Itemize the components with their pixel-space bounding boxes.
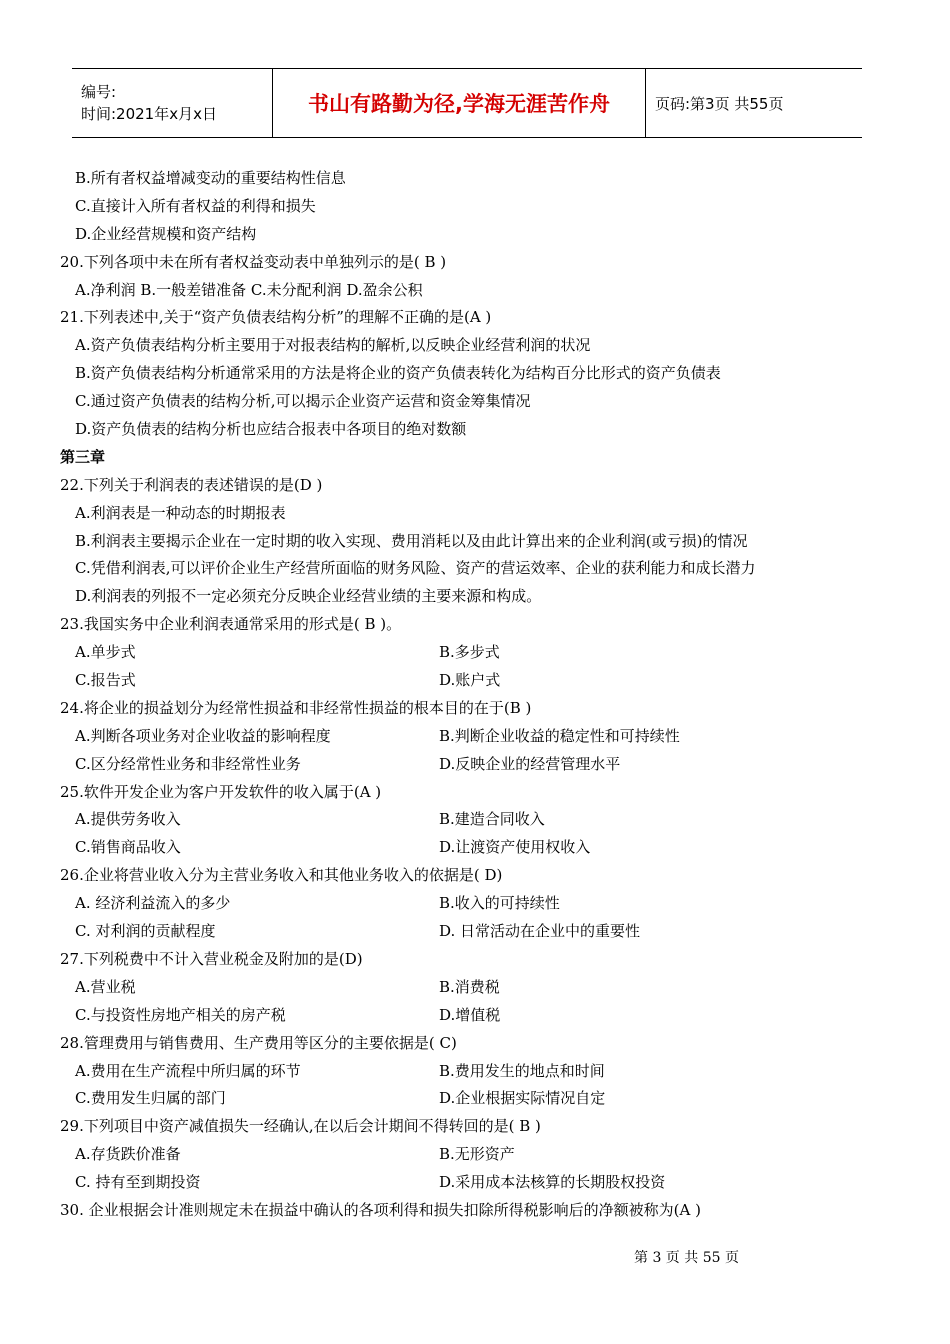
question-stem: 23.我国实务中企业利润表通常采用的形式是( B )。 [60,615,402,634]
option-text: A.单步式 [75,643,136,662]
option-row [60,639,920,667]
option-line: C.通过资产负债表的结构分析,可以揭示企业资产运营和资金筹集情况 [75,392,531,411]
option-text: C.报告式 [75,671,136,690]
question-stem: 21.下列表述中,关于“资产负债表结构分析”的理解不正确的是(A ) [60,308,492,327]
page-footer: 第 3 页 共 55 页 [634,1250,739,1266]
option-row [60,667,920,695]
option-line: A.利润表是一种动态的时期报表 [75,503,286,522]
option-line: D.资产负债表的结构分析也应结合报表中各项目的绝对数额 [75,420,467,439]
option-line: A.净利润 B.一般差错准备 C.未分配利润 D.盈余公积 [75,280,423,299]
option-line: C.凭借利润表,可以评价企业生产经营所面临的财务风险、资产的营运效率、企业的获利能力和成长潜力 [75,559,756,578]
option-row [60,1141,920,1169]
header-meta [72,69,273,137]
option-text: A.判断各项业务对企业收益的影响程度 [75,726,331,745]
option-line: D.利润表的列报不一定必须充分反映企业经营业绩的主要来源和构成。 [75,587,542,606]
option-text: A. 经济利益流入的多少 [75,894,231,913]
option-text: B.无形资产 [439,1145,515,1164]
option-text: A.费用在生产流程中所归属的环节 [75,1061,301,1080]
option-text: B.消费税 [439,977,500,996]
option-row [60,1058,920,1086]
question-stem: 25.软件开发企业为客户开发软件的收入属于(A ) [60,782,382,801]
option-text: D.让渡资产使用权收入 [439,838,591,857]
option-text: D. 日常活动在企业中的重要性 [439,922,641,941]
option-text: D.账户式 [439,671,501,690]
option-row [60,751,920,779]
option-row [60,974,920,1002]
option-line: B.所有者权益增减变动的重要结构性信息 [75,169,346,187]
option-text: A.提供劳务收入 [75,810,181,829]
chapter-heading: 第三章 [60,447,106,466]
motto-text: 书山有路勤为径,学海无涯苦作舟 [308,92,610,116]
question-list [60,165,920,1225]
option-text: C.销售商品收入 [75,838,181,857]
option-text: D.采用成本法核算的长期股权投资 [439,1173,666,1192]
option-row [60,834,920,862]
option-row [60,918,920,946]
option-text: A.存货跌价准备 [75,1145,181,1164]
option-line: D.企业经营规模和资产结构 [75,224,257,243]
question-stem: 29.下列项目中资产减值损失一经确认,在以后会计期间不得转回的是( B ) [60,1117,541,1136]
header-motto [273,69,646,137]
question-stem: 26.企业将营业收入分为主营业务收入和其他业务收入的依据是( D) [60,866,503,885]
option-text: B.判断企业收益的稳定性和可持续性 [439,726,680,745]
option-row [60,890,920,918]
option-row [60,1085,920,1113]
option-text: C.区分经常性业务和非经常性业务 [75,754,301,773]
option-text: B.费用发生的地点和时间 [439,1061,605,1080]
option-row [60,1002,920,1030]
option-text: C.与投资性房地产相关的房产税 [75,1005,286,1024]
option-text: B.多步式 [439,643,500,662]
page-header [72,68,862,138]
option-text: B.收入的可持续性 [439,894,560,913]
header-page [646,69,862,137]
question-stem: 22.下列关于利润表的表述错误的是(D ) [60,475,323,494]
question-stem: 30. 企业根据会计准则规定未在损益中确认的各项利得和损失扣除所得税影响后的净额被称为(A ) [60,1200,701,1219]
option-text: C.费用发生归属的部门 [75,1089,226,1108]
option-row [60,723,920,751]
question-stem: 24.将企业的损益划分为经常性损益和非经常性损益的根本目的在于(B ) [60,698,532,717]
option-row [60,1169,920,1197]
option-text: A.营业税 [75,977,136,996]
option-text: B.建造合同收入 [439,810,545,829]
question-stem: 27.下列税费中不计入营业税金及附加的是(D) [60,949,363,968]
option-text: D.企业根据实际情况自定 [439,1089,606,1108]
option-line: B.资产负债表结构分析通常采用的方法是将企业的资产负债表转化为结构百分比形式的资产负债表 [75,364,721,383]
page-number-label: 页码:第3页 共55页 [655,94,784,113]
option-text: C. 持有至到期投资 [75,1173,201,1192]
option-line: B.利润表主要揭示企业在一定时期的收入实现、费用消耗以及由此计算出来的企业利润(或亏损)的情况 [75,531,748,550]
option-text: C. 对利润的贡献程度 [75,922,216,941]
document-time-label: 时间:2021年x月x日 [81,105,217,123]
question-stem: 28.管理费用与销售费用、生产费用等区分的主要依据是( C) [60,1033,457,1052]
option-row [60,806,920,834]
document-number-label: 编号: [81,83,117,101]
option-text: D.反映企业的经营管理水平 [439,754,621,773]
option-text: D.增值税 [439,1005,501,1024]
question-stem: 20.下列各项中未在所有者权益变动表中单独列示的是( B ) [60,252,447,271]
option-line: A.资产负债表结构分析主要用于对报表结构的解析,以反映企业经营利润的状况 [75,336,591,355]
option-line: C.直接计入所有者权益的利得和损失 [75,196,316,215]
